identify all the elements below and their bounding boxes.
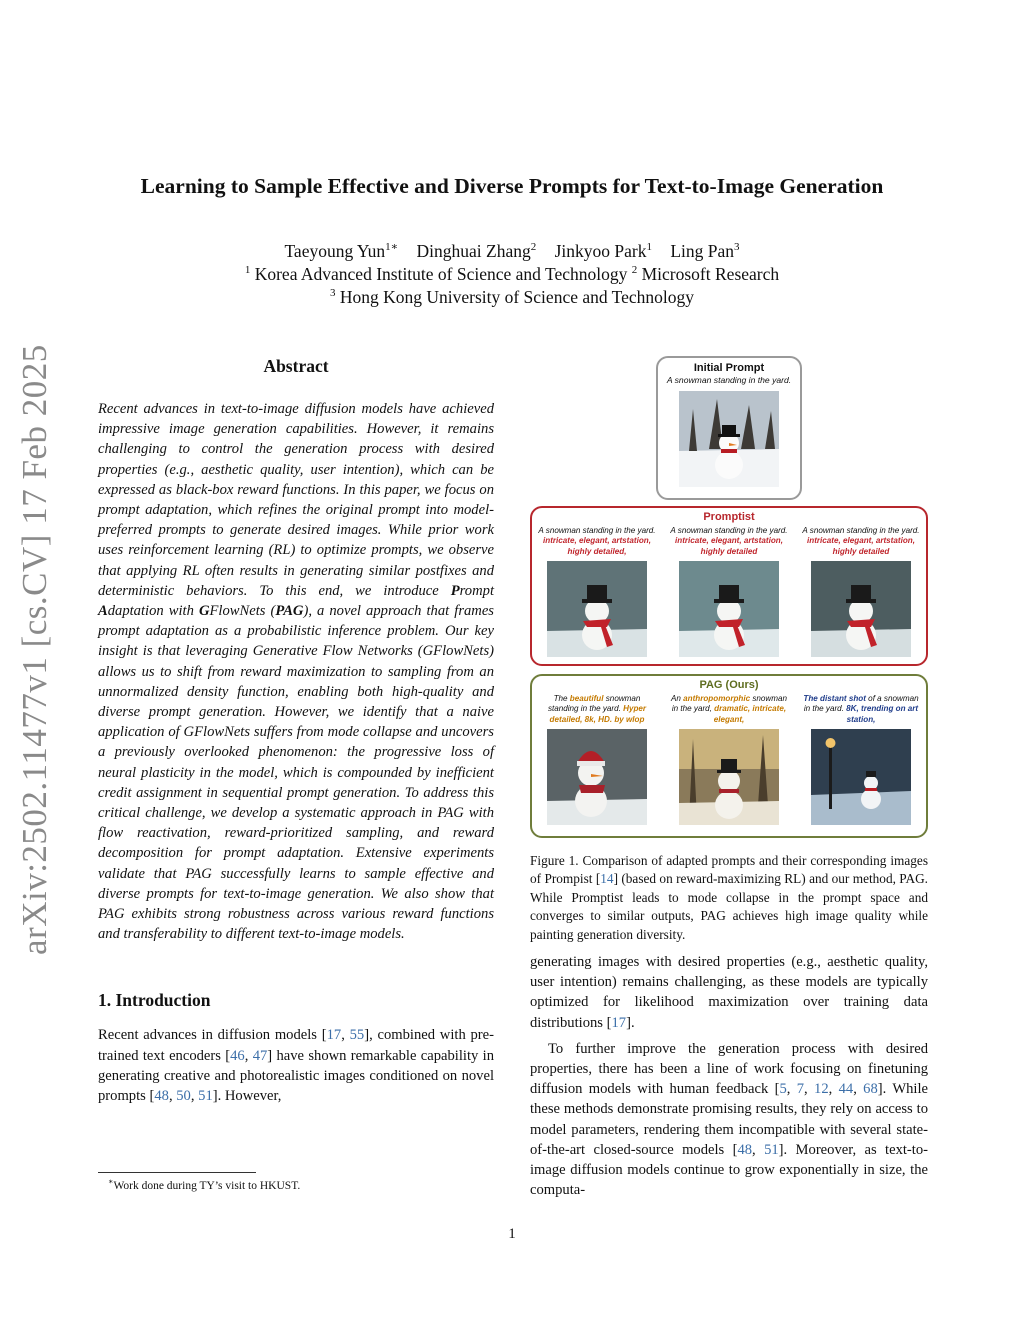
affiliation: Hong Kong University of Science and Technology [339, 287, 695, 307]
introduction-text: Recent advances in diffusion models [17, 55], combined with pre-trained text encoders [46, 47] have shown remarkable capability in generating creative and photorealistic images conditioned on novel prompts [48, 50, 51]. However, [98, 1027, 494, 1105]
initial-prompt-panel [656, 356, 802, 500]
pag-panel [530, 674, 928, 838]
snowman-image-promptist [547, 561, 647, 657]
prompt-highlight: anthropomorphic [683, 694, 751, 703]
promptist-panel [530, 506, 928, 666]
abstract-text [98, 399, 494, 944]
prompt-base: snowman standing in the yard. [547, 694, 641, 714]
text-run: generating images with desired properties (e.g., aesthetic quality, user intention) remains challenging, as these models are typically optimized for likelihood maximization over training data distributions [ [530, 954, 928, 1031]
text-run: ] have shown remarkable capability in generating creative and photorealistic images conditioned on novel prompts [ [98, 1047, 494, 1105]
text-run: Recent advances in diffusion models [ [98, 1027, 327, 1044]
panel-title: Promptist [703, 511, 755, 523]
author-name: Taeyoung Yun [284, 241, 386, 261]
section-heading-introduction: 1. Introduction [98, 990, 211, 1011]
citation-link[interactable]: 14 [600, 871, 614, 887]
citation-link[interactable]: 55 [349, 1027, 365, 1044]
abstract-heading: Abstract [263, 356, 329, 376]
citation-link[interactable]: 7 [796, 1081, 805, 1098]
prompt-text [670, 526, 788, 558]
citation-link[interactable]: 46 [230, 1047, 245, 1064]
paragraph [530, 952, 928, 1033]
affiliation-line [60, 263, 964, 286]
text-run: ]. While these methods demonstrate promising results, they rely on access to model parameters, rendering them incompatible with several state-of-the-art closed-source models [ [530, 1081, 929, 1158]
prompt-highlight: beautiful [569, 694, 604, 703]
affiliation: Microsoft Research [641, 264, 780, 284]
affiliation-mark: 1 [244, 264, 251, 277]
text-run: To further improve the generation process with desired properties, there has been a line of work focusing on finetuning diffusion models with human feedback [ [530, 1040, 928, 1098]
prompt-text [538, 526, 656, 558]
text-run: ]. [626, 1014, 635, 1031]
affiliation-mark: 3 [329, 287, 336, 300]
pag-sample [538, 694, 656, 825]
snowman-image-initial [679, 391, 779, 487]
prompt-base: A snowman standing in the yard. [670, 526, 788, 535]
acronym-letter: G [198, 603, 210, 620]
prompt-base: of a snowman in the yard. [803, 694, 919, 714]
prompt-text [538, 694, 656, 726]
author-mark: 2 [530, 241, 537, 254]
acronym: PAG [275, 603, 304, 620]
citation-link[interactable]: 48 [737, 1141, 753, 1158]
pag-sample [802, 694, 920, 825]
promptist-sample [802, 526, 920, 657]
paragraph: To further improve the generation process with desired properties, there has been a line of work focusing on finetuning diffusion models with human feedback [5, 7, 12, 44, 68]. While these methods demonstrate promising results, they rely on access to model parameters, rendering them incompatible with several state-of-the-art closed-source models [48, 51]. Moreover, as text-to-image diffusion models continue to grow exponentially in size, the computa- [530, 1040, 929, 1199]
citation-link[interactable]: 47 [252, 1047, 268, 1064]
author-name: Dinghuai Zhang [416, 241, 531, 261]
text-run: ]. Moreover, as text-to-image diffusion models continue to grow exponentially in size, the computa- [530, 1141, 929, 1199]
prompt-text [802, 526, 920, 558]
text-run: ], combined with pre-trained text encoders [ [98, 1027, 494, 1064]
snowman-image-pag-anthropomorphic [679, 729, 779, 825]
snowman-image-promptist [679, 561, 779, 657]
panel-title: PAG (Ours) [699, 679, 759, 691]
page-number: 1 [508, 1226, 516, 1242]
prompt-suffix: intricate, elegant, artstation, highly detailed [807, 536, 915, 556]
footnote [108, 1177, 300, 1192]
author-mark: 3 [734, 241, 740, 254]
prompt-base: The [553, 694, 570, 703]
abstract-part: FlowNets ( [209, 603, 276, 620]
arxiv-identifier: arXiv:2502.11477v1 [cs.CV] 17 Feb 2025 [15, 344, 54, 956]
affiliation-mark: 2 [631, 264, 638, 277]
affiliation: Korea Advanced Institute of Science and Technology [254, 264, 628, 284]
footnote-mark: ∗ [108, 1177, 114, 1186]
prompt-base: snowman in the yard, [671, 694, 788, 714]
citation-link[interactable]: 17 [611, 1014, 627, 1031]
affiliation-line [60, 286, 964, 309]
footnote-rule [98, 1172, 256, 1173]
author-name: Jinkyoo Park [554, 241, 647, 261]
citation-link[interactable]: 17 [326, 1027, 342, 1044]
figure-caption [530, 852, 928, 944]
prompt-highlight: dramatic, intricate, elegant, [713, 704, 787, 724]
citation-link[interactable]: 5 [779, 1081, 787, 1098]
snowman-image-promptist [811, 561, 911, 657]
abstract-part: daptation with [107, 603, 199, 620]
citation-link[interactable]: 48 [154, 1088, 169, 1105]
initial-prompt-text: A snowman standing in the yard. [666, 375, 792, 385]
author-block [60, 240, 964, 309]
acronym-letter: A [98, 603, 108, 620]
prompt-base: A snowman standing in the yard. [802, 526, 920, 535]
citation-link[interactable]: 12 [814, 1081, 829, 1098]
author-name: Ling Pan [670, 241, 735, 261]
prompt-suffix: intricate, elegant, artstation, highly detailed, [543, 536, 651, 556]
acronym-letter: P [450, 582, 460, 599]
citation-link[interactable]: 68 [863, 1081, 878, 1098]
figure-1 [530, 356, 928, 944]
citation-link[interactable]: 44 [838, 1081, 854, 1098]
snowman-image-pag-distant [811, 729, 911, 825]
prompt-suffix: intricate, elegant, artstation, highly detailed [675, 536, 783, 556]
prompt-highlight: Hyper detailed, 8k, HD. by wlop [549, 704, 647, 724]
caption-text: ] (based on reward-maximizing RL) and our method, PAG. While Promptist leads to mode collapse in the prompt space and converges to similar outputs, PAG achieves high image quality while painting generation diversity. [530, 871, 928, 942]
prompt-base: An [670, 694, 684, 703]
left-column [98, 356, 494, 1106]
right-column-text [530, 952, 928, 1200]
citation-link[interactable]: 50 [176, 1088, 191, 1105]
snowman-image-pag-beautiful [547, 729, 647, 825]
prompt-highlight: The distant shot [803, 694, 866, 703]
author-list [60, 240, 964, 263]
paper-title: Learning to Sample Effective and Diverse Prompts for Text-to-Image Generation [140, 174, 884, 198]
pag-sample [670, 694, 788, 825]
citation-link[interactable]: 51 [764, 1141, 779, 1158]
prompt-base: A snowman standing in the yard. [538, 526, 656, 535]
promptist-sample [670, 526, 788, 657]
author-mark: 1 [646, 241, 652, 254]
caption-text: Figure 1. Comparison of adapted prompts and their corresponding images of Prompist [ [530, 853, 928, 887]
abstract-part: rompt [459, 582, 494, 599]
prompt-highlight: 8K, trending on art station, [846, 704, 919, 724]
prompt-text [802, 694, 920, 726]
abstract-part: ), a novel approach that frames prompt adaptation as a probabilistic inference problem. Our key insight is that leveraging Generative Flow Networks (GFlowNets) allows us to shift from reward maximization to sampling from an unnormalized density function, enabling both high-quality and diverse prompt generation. However, we identify that a naive application of GFlowNets suffers from mode collapse and uncovers a previously overlooked phenomenon: the progressive loss of neural plasticity in the model, which is compounded by inefficient credit assignment in sequential prompt generation. To address this critical challenge, we develop a systematic approach in PAG with flow reactivation, reward-prioritized sampling, and reward decomposition for prompt adaptation. Extensive experiments validate that PAG successfully learns to sample effective and diverse prompts for text-to-image generation. We also show that PAG exhibits strong robustness across various reward functions and transferability to different text-to-image models. [98, 603, 494, 943]
prompt-text [670, 694, 788, 726]
citation-link[interactable]: 51 [198, 1088, 213, 1105]
promptist-sample [538, 526, 656, 657]
panel-title: Initial Prompt [693, 362, 765, 374]
abstract-part: Recent advances in text-to-image diffusion models have achieved impressive image generation capabilities. However, it remains challenging to control the generation process with desired properties (e.g., aesthetic quality, user intention), which can be expressed as black-box reward functions. In this paper, we focus on prompt adaptation, which refines the original prompt into model-preferred prompts to generate desired images. While prior work uses reinforcement learning (RL) to optimize prompts, we observe that applying RL often results in generating similar postfixes and deterministic behaviors. To this end, we introduce [98, 401, 494, 599]
author-mark: 1∗ [385, 241, 399, 254]
footnote-text: Work done during TY’s visit to HKUST. [113, 1179, 301, 1192]
text-run: ]. However, [212, 1088, 282, 1105]
